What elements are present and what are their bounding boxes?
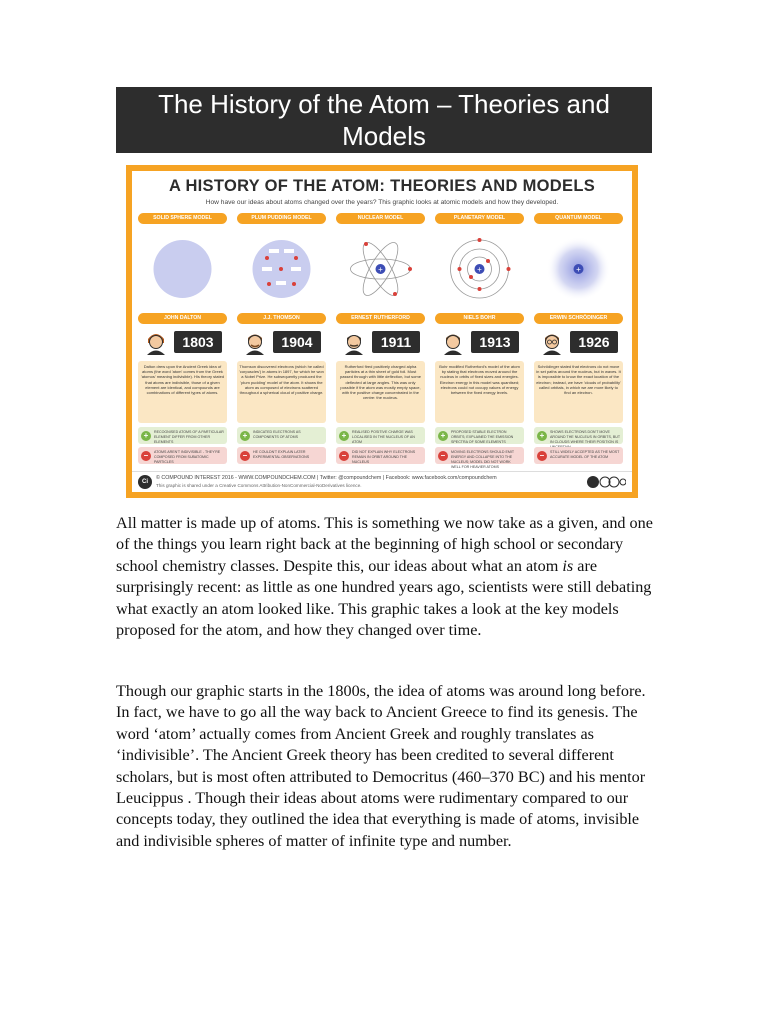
atom-history-infographic [126, 165, 638, 498]
year-badge: 1913 [471, 331, 519, 353]
nuclear-model-illustration [334, 229, 427, 309]
model-description: Bohr modified Rutherford's model of the atom by stating that electrons moved around the nucleus in orbits of fixed sizes and energies. Electron energy in this model was quantised; electrons could not occupy values of energy between the fixed energy levels. [435, 361, 524, 423]
scientist-portrait-icon [144, 329, 168, 355]
planetary-model-illustration [433, 229, 526, 309]
model-description: Rutherford fired positively charged alpha particles at a thin sheet of gold foil. Most passed through with little deflection, but some deflected at large angles. This was only possible if the atom was mostly empty space, with the positive charge concentrated in the centre: the nucleus. [336, 361, 425, 423]
model-column-rutherford [334, 213, 427, 469]
footer-license: This graphic is shared under a Creative Commons Attribution-NonCommercial-NoDerivatives licence. [156, 483, 362, 488]
page-title: The History of the Atom – Theories and Models [158, 89, 610, 151]
svg-text:+: + [576, 265, 581, 274]
model-label: PLANETARY MODEL [435, 213, 524, 224]
scientist-portrait-icon [342, 329, 366, 355]
plus-icon: + [537, 431, 547, 441]
paragraph-ancient-greece: Though our graphic starts in the 1800s, the idea of atoms was around long before. In fact, we have to go all the way back to Ancient Greece to find its genesis. The word ‘atom’ actually comes from Ancient Greek and roughly translates as ‘indivisible’. The Ancient Greek theory has been credited to several different scholars, but is most often attributed to Democritus (460–370 BC) and his mentor Leucippus . Though their ideas about atoms were rudimentary compared to our concepts today, they outlined the idea that everything is made of atoms, invisible and indivisible spheres of matter of infinite type and number. [116, 682, 646, 850]
footer-credit: © COMPOUND INTEREST 2016 - WWW.COMPOUNDCHEM.COM | Twitter: @compoundchem | Facebook: www.facebook.com/compoundchem [156, 475, 497, 481]
infographic-subtitle: How have our ideas about atoms changed over the years? This graphic looks at atomic models and how they developed. [205, 199, 559, 206]
strength-text: INDICATED ELECTRONS AS COMPONENTS OF ATOMS [253, 430, 301, 439]
minus-icon: – [141, 451, 151, 461]
weakness-text: MOVING ELECTRONS SHOULD EMIT ENERGY AND COLLAPSE INTO THE NUCLEUS; MODEL DID NOT WORK WELL FOR HEAVIER ATOMS [451, 450, 515, 469]
model-strength [138, 427, 227, 444]
scientist-name: JOHN DALTON [138, 313, 227, 324]
scientist-portrait-icon [441, 329, 465, 355]
year-badge: 1911 [372, 331, 420, 353]
strength-text: RECOGNISED ATOMS OF A PARTICULAR ELEMENT DIFFER FROM OTHER ELEMENTS [154, 430, 224, 444]
solid-sphere-illustration [136, 229, 229, 309]
year-badge: 1926 [570, 331, 618, 353]
weakness-text: ATOMS AREN'T INDIVISIBLE - THEY'RE COMPOSED FROM SUBATOMIC PARTICLES [154, 450, 221, 464]
infographic-panel [132, 171, 632, 492]
svg-text:+: + [477, 265, 482, 274]
model-strength [336, 427, 425, 444]
model-weakness [534, 447, 623, 464]
infographic-title: A HISTORY OF THE ATOM: THEORIES AND MODELS [168, 177, 596, 195]
creative-commons-icon [586, 475, 626, 489]
model-strength [237, 427, 326, 444]
model-column-bohr [433, 213, 526, 469]
paragraph-intro-part2: are surprisingly recent: as little as one hundred years ago, scientists were still debating what exactly an atom looked like. This graphic takes a look at the key models proposed for the atom, and how they changed over time. [116, 556, 652, 640]
scientist-name: J.J. THOMSON [237, 313, 326, 324]
model-label: NUCLEAR MODEL [336, 213, 425, 224]
model-description: Schrödinger stated that electrons do not move in set paths around the nucleus, but in waves. It is impossible to know the exact location of the electron; instead, we have 'clouds of probability' called orbitals, in which we are more likely to find an electron. [534, 361, 623, 423]
model-description: Dalton drew upon the Ancient Greek idea of atoms (the word 'atom' comes from the Greek 'atomos' meaning indivisible). His theory stated that atoms are indivisible, those of a given element are identical, and compounds are combinations of different types of atoms. [138, 361, 227, 423]
quantum-model-illustration [532, 229, 625, 309]
scientist-portrait-icon [243, 329, 267, 355]
minus-icon: – [240, 451, 250, 461]
paragraph-intro-part1: All matter is made up of atoms. This is something we now take as a given, and one of the things you learn right back at the beginning of high school or secondary school chemistry classes. Despite this, our ideas about what an atom [116, 514, 653, 575]
plum-pudding-illustration [235, 229, 328, 309]
minus-icon: – [438, 451, 448, 461]
model-weakness [435, 447, 524, 469]
minus-icon: – [339, 451, 349, 461]
minus-icon: – [537, 451, 547, 461]
weakness-text: DID NOT EXPLAIN WHY ELECTRONS REMAIN IN ORBIT AROUND THE NUCLEUS [352, 450, 416, 464]
model-description: Thomson discovered electrons (which he called 'corpuscles') in atoms in 1897, for which he won a Nobel Prize. He subsequently produced the 'plum pudding' model of the atom. It shows the atom as composed of electrons scattered throughout a spherical cloud of positive charge. [237, 361, 326, 423]
model-column-dalton [136, 213, 229, 469]
plus-icon: + [141, 431, 151, 441]
page-title-banner [116, 87, 652, 153]
model-weakness [336, 447, 425, 464]
strength-text: PROPOSED STABLE ELECTRON ORBITS; EXPLAINED THE EMISSION SPECTRA OF SOME ELEMENTS [451, 430, 514, 444]
strength-text: SHOWS ELECTRONS DON'T MOVE AROUND THE NUCLEUS IN ORBITS, BUT IN CLOUDS WHERE THEIR POSITION IS [550, 430, 620, 444]
model-strength [534, 427, 623, 444]
scientist-name: ERWIN SCHRÖDINGER [534, 313, 623, 324]
infographic-footer [132, 471, 632, 493]
svg-text:+: + [378, 265, 383, 274]
scientist-portrait-icon [540, 329, 564, 355]
weakness-text: HE COULDN'T EXPLAIN LATER EXPERIMENTAL OBSERVATIONS [253, 450, 310, 459]
scientist-name: ERNEST RUTHERFORD [336, 313, 425, 324]
model-column-thomson [235, 213, 328, 469]
model-label: SOLID SPHERE MODEL [138, 213, 227, 224]
plus-icon: + [240, 431, 250, 441]
year-badge: 1803 [174, 331, 222, 353]
year-badge: 1904 [273, 331, 321, 353]
model-label: PLUM PUDDING MODEL [237, 213, 326, 224]
model-column-schrodinger [532, 213, 625, 469]
model-label: QUANTUM MODEL [534, 213, 623, 224]
plus-icon: + [438, 431, 448, 441]
paragraph-intro-emphasis: is [562, 556, 574, 575]
model-weakness [138, 447, 227, 464]
weakness-text: STILL WIDELY ACCEPTED AS THE MOST ACCURATE MODEL OF THE ATOM [550, 450, 620, 459]
model-strength [435, 427, 524, 444]
paragraph-intro [116, 513, 656, 641]
strength-text: REALISED POSITIVE CHARGE WAS LOCALISED IN THE NUCLEUS OF AN ATOM [352, 430, 415, 444]
model-weakness [237, 447, 326, 464]
plus-icon: + [339, 431, 349, 441]
compound-interest-logo: Ci [138, 475, 152, 489]
scientist-name: NIELS BOHR [435, 313, 524, 324]
